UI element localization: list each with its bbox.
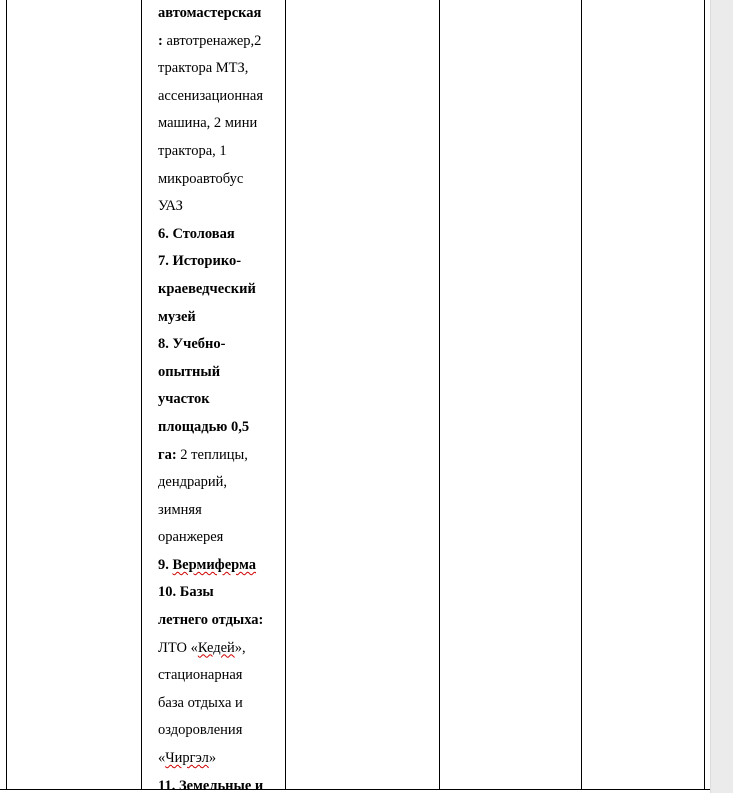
text-line [158, 717, 282, 745]
text-run: автотренажер,2 [162, 32, 262, 49]
text-run: Чиргэл [165, 750, 209, 767]
text-line [158, 579, 282, 607]
text-run: Кедей [197, 639, 235, 656]
text-line [158, 248, 282, 276]
table-border-left [6, 0, 7, 789]
text-line [158, 276, 282, 304]
text-line [158, 662, 282, 690]
text-line [158, 524, 282, 552]
text-run: дендрарий, [158, 474, 228, 491]
text-run: » [208, 750, 217, 767]
text-line [158, 359, 282, 387]
text-run: га: [158, 446, 177, 463]
text-run: УАЗ [158, 198, 183, 215]
text-run: 10. Базы [158, 584, 214, 601]
text-line [158, 138, 282, 166]
text-run: автомастерская [158, 5, 262, 21]
table-border-right [704, 0, 705, 789]
text-run: 9. [158, 556, 173, 573]
text-line [158, 83, 282, 111]
text-run: краеведческий [158, 280, 256, 297]
text-run: зимняя [158, 501, 202, 518]
text-line [158, 55, 282, 83]
table-border-col4 [439, 0, 440, 789]
table-border-col2 [141, 0, 142, 789]
text-run: : [158, 32, 163, 49]
text-line [158, 110, 282, 138]
text-run: ЛТО « [158, 639, 198, 656]
text-line [158, 497, 282, 525]
text-line [158, 607, 282, 635]
text-run: участок [158, 391, 210, 408]
text-run: 11. Земельные и [158, 777, 264, 794]
text-run: стационарная [158, 667, 243, 684]
text-line [158, 166, 282, 194]
text-run: 6. Столовая [158, 225, 235, 242]
text-line [158, 414, 282, 442]
vertical-scrollbar[interactable] [710, 0, 733, 793]
text-line [158, 690, 282, 718]
text-line [158, 386, 282, 414]
text-run: 2 теплицы, [176, 446, 248, 463]
text-line [158, 442, 282, 470]
text-run: летнего отдыха: [158, 612, 264, 629]
text-run: машина, 2 мини [158, 115, 258, 132]
text-run: опытный [158, 363, 221, 380]
table-border-col3 [285, 0, 286, 789]
text-run: ассенизационная [158, 87, 263, 104]
text-run: трактора, 1 [158, 142, 227, 159]
text-run: « [158, 750, 166, 767]
text-run: база отдыха и [158, 694, 243, 711]
text-line [158, 635, 282, 663]
text-run: трактора МТЗ, [158, 60, 249, 77]
text-run: Вермиферма [172, 556, 257, 573]
text-line [158, 221, 282, 249]
text-line [158, 552, 282, 580]
text-run: 8. Учебно- [158, 336, 226, 353]
text-run: 7. Историко- [158, 253, 242, 270]
text-line [158, 773, 282, 800]
text-run: », [234, 639, 246, 656]
text-line [158, 745, 282, 773]
text-line [158, 304, 282, 332]
text-run: площадью 0,5 [158, 418, 250, 435]
table-border-col5 [581, 0, 582, 789]
text-line [158, 28, 282, 56]
text-run: микроавтобус [158, 170, 244, 187]
text-line [158, 193, 282, 221]
text-line [158, 331, 282, 359]
text-run: музей [158, 308, 196, 325]
table-border-bottom [0, 789, 710, 790]
text-run: оранжерея [158, 529, 224, 546]
text-line [158, 0, 282, 28]
text-run: оздоровления [158, 722, 243, 739]
text-line [158, 469, 282, 497]
table-cell-objects [158, 0, 282, 800]
